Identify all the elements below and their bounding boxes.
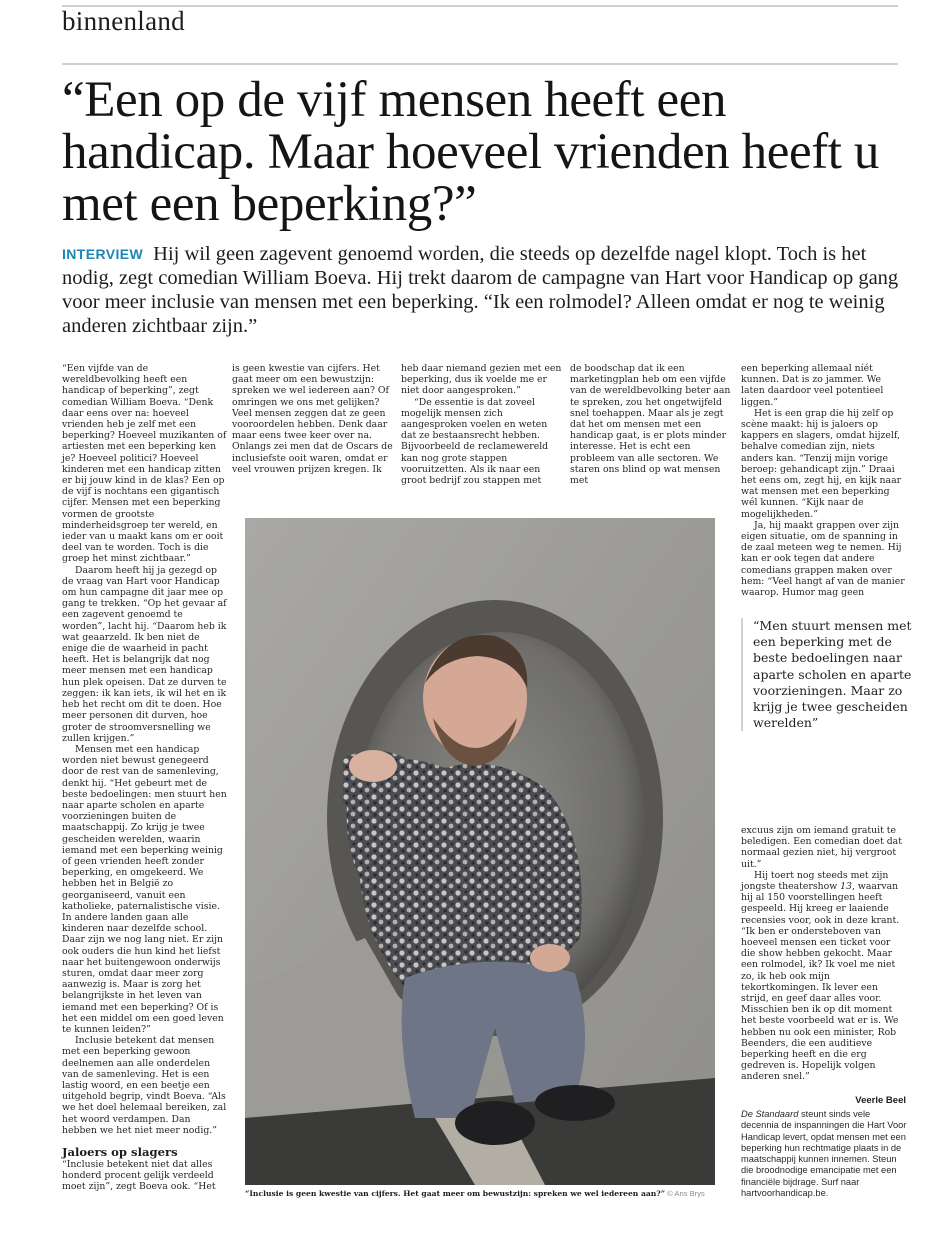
paragraph: “Een vijfde van de wereldbevolking heeft een handicap of beperking”, zegt comedian William Boeva. “Denk daar eens over na: hoeveel vrienden heb je zelf met een beperking? Hoeveel muzikanten of artiesten met een beperking ken je? Hoeveel politici? Hoeveel kinderen met een handicap zitten er bij jouw kind in de klas? Een op de vijf is nochtans een gigantisch cijfer. Mensen met een beperking vormen de grootste minderheidsgroep ter wereld, en ieder van u maakt kans om er ooit deel van te worden. Toch is die groep het minst zichtbaar.” xyxy=(62,363,227,565)
section-label: binnenland xyxy=(62,6,185,36)
paragraph: “De essentie is dat zoveel mogelijk mensen zich aangesproken voelen en weten dat ze bestaansrecht hebben. Bijvoorbeeld de reclamewereld kan nog grote stappen vooruitzetten. Als ik naar een groot bedrijf zou stappen met xyxy=(401,396,549,487)
top-rule xyxy=(62,5,898,7)
paragraph: Daarom heeft hij ja gezegd op de vraag van Hart voor Handicap om hun campagne dit jaar mee op gang te trekken. “Op het gevaar af een zagevent genoemd te worden”, lacht hij. “Daarom heb ik wat geaarzeld. Ik ben niet de enige die de waarheid in pacht heeft. Het is belangrijk dat nog meer mensen met een handicap hun plek opeisen. Dat ze durven te zeggen: ik kan iets, ik wil het en ik heb het recht om dit te doen. Hoe meer personen dit durven, hoe groter de stroomversnelling we zullen krijgen.” xyxy=(62,564,227,744)
paragraph: “Inclusie betekent niet dat alles honderd procent gelijk verdeeld moet zijn”, zegt Boeva ook. “Het xyxy=(62,1159,216,1193)
subheading: Jaloers op slagers xyxy=(62,1145,178,1160)
intro-text: Hij wil geen zagevent genoemd worden, die steeds op dezelfde nagel klopt. Toch is het nodig, zegt comedian William Boeva. Hij trekt daarom de campagne van Hart voor Handicap op gang voor meer inclusie van mensen met een beperking. “Ik een rolmodel? Alleen omdat er nog te weinig anderen zichtbaar zijn.” xyxy=(62,243,899,337)
article-photo xyxy=(245,518,715,1185)
photo-illustration xyxy=(245,518,715,1185)
paragraph: heb daar niemand gezien met een beperking, dus ik voelde me er niet door aangesproken.” xyxy=(401,363,562,397)
publication-name: De Standaard xyxy=(741,1109,799,1119)
headline: “Een op de vijf mensen heeft een handicap. Maar hoeveel vrienden heeft u met een beperking?” xyxy=(62,72,880,232)
paragraph: Inclusie betekent dat mensen met een beperking gewoon deelnemen aan alle onderdelen van de samenleving. Het is een lastig woord, en een beetje een uitgehold begrip, vindt Boeva. “Als we het doel helemaal bereiken, zal het woord verdampen. Dan hebben we het niet meer nodig.” xyxy=(62,1035,227,1136)
support-note xyxy=(741,1109,909,1199)
paragraph: een beperking allemaal níét kunnen. Dat is zo jammer. We laten daardoor veel potentieel liggen.” xyxy=(741,363,884,408)
article-column-5-top xyxy=(741,363,907,598)
paragraph: Ja, hij maakt grappen over zijn eigen situatie, om de spanning in de zaal meteen weg te nemen. Hij kan er ook tegen dat andere comedians grappen maken over hem: “Veel hangt af van de manier waarop. Humor mag geen xyxy=(741,519,905,599)
article-column-3 xyxy=(401,363,563,486)
article-column-5-bottom xyxy=(741,825,907,1083)
show-title: 13 xyxy=(840,881,852,893)
section-rule xyxy=(62,63,898,65)
paragraph: de boodschap dat ik een marketingplan heb om een vijfde van de wereldbevolking beter aan te spreken, zou het ongetwijfeld snel toehappen. Maar als je zegt dat het om mensen met een handicap gaat, is er plots minder interesse. Het is echt een probleem van alle sectoren. We staren ons blind op wat mensen met xyxy=(570,363,731,487)
article-column-4 xyxy=(570,363,732,486)
support-note-text: steunt sinds vele decennia de inspanningen die Hart Voor Handicap levert, opdat mensen met een beperking hun rechtmatige plaats in de maatschappij kunnen innemen. Steun die broodnodige emancipatie met een financiële bijdrage. Surf naar hartvoorhandicap.be. xyxy=(741,1109,907,1199)
paragraph xyxy=(741,870,907,1083)
pull-quote: “Men stuurt mensen met een beperking met de beste bedoelingen naar aparte scholen en aparte voorzieningen. Maar zo krijg je twee gescheiden werelden” xyxy=(741,618,918,731)
interview-label: INTERVIEW xyxy=(62,246,144,262)
photo-credit: © Ans Brys xyxy=(667,1189,705,1198)
paragraph: excuus zijn om iemand gratuit te beledigen. Een comedian doet dat normaal gezien niet, hij vergroot uit.” xyxy=(741,825,902,870)
paragraph-text: Hij toert nog steeds met zijn jongste theatershow xyxy=(741,869,889,893)
article-column-2 xyxy=(232,363,394,475)
intro-lead xyxy=(62,242,912,338)
paragraph-text: , waarvan hij al 150 voorstellingen heeft gespeeld. Hij kreeg er laaiende recensies voor, ook in deze krant. “Ik ben er ondersteboven van hoeveel mensen een ticket voor die show hebben gekocht. Maar een rolmodel, ik? Ik voel me niet zo, ik heb ook mijn tekortkomingen. Ik lever een strijd, en geef daar alles voor. Misschien ben ik op dit moment het beste voorbeeld wat er is. We hebben nu ook een minister, Rob Beenders, die een auditieve beperking heeft en die erg gedreven is. Hopelijk volgen anderen snel.” xyxy=(741,881,900,1083)
author-byline: Veerle Beel xyxy=(855,1095,906,1106)
paragraph: Mensen met een handicap worden niet bewust genegeerd door de rest van de samenleving, denkt hij. “Het gebeurt met de beste bedoelingen: men stuurt hen naar aparte scholen en aparte voorzieningen buiten de maatschappij. Zo krijg je twee gescheiden werelden, waarin iemand met een beperking weinig of geen vrienden heeft zonder beperking, en omgekeerd. We hebben het in België zo georganiseerd, vanuit een katholieke, paternalistische visie. In andere landen gaan alle kinderen naar dezelfde school. Daar zijn we nog lang niet. Er zijn ook ouders die hun kind het liefst naar het buitengewoon onderwijs sturen, omdat daar meer zorg aanwezig is. Maar is zorg het belangrijkste in het leven van iemand met een beperking? Of is het een middel om een goed leven te kunnen leiden?” xyxy=(62,743,227,1035)
caption-text: “Inclusie is geen kwestie van cijfers. Het gaat meer om bewustzijn: spreken we wel iedereen aan?” xyxy=(245,1189,666,1198)
photo-caption xyxy=(245,1189,725,1198)
paragraph: Het is een grap die hij zelf op scène maakt: hij is jaloers op kappers en slagers, omdat hijzelf, behalve comedian zijn, niets anders kan. “Tenzij mijn vorige beroep: gehandicapt zijn.” Draai het eens om, zegt hij, en kijk naar wat mensen met een beperking wél kunnen. “Kijk naar de mogelijkheden.” xyxy=(741,407,902,520)
article-column-1 xyxy=(62,363,228,1193)
paragraph: is geen kwestie van cijfers. Het gaat meer om een bewustzijn: spreken we wel iedereen aan? Of omringen we ons met gelijken? Veel mensen zeggen dat ze geen vooroordelen hebben. Denk daar maar eens twee keer over na. Onlangs zei men dat de Oscars de inclusiefste ooit waren, omdat er veel vrouwen prijzen kregen. Ik xyxy=(232,363,393,475)
